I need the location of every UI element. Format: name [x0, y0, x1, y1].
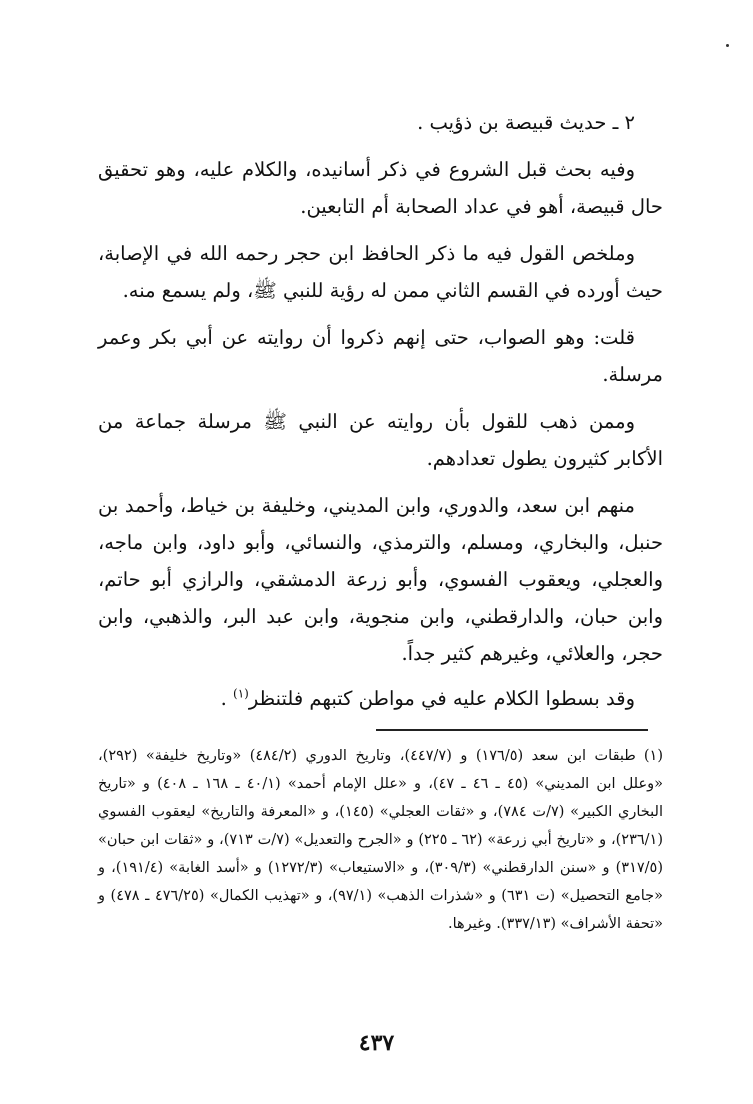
- corner-mark: [726, 44, 729, 47]
- footnote-text: طبقات ابن سعد (١٧٦/٥) و (٤٤٧/٧)، وتاريخ الدوري (٤٨٤/٢) «وتاريخ خليفة» (٢٩٢)، «وعلل ابن المديني» (٤٥ ـ ٤٦ ـ ٤٧)، و «علل الإمام أحمد» (٤٠/١ ـ ١٦٨ ـ ٤٠٨) و «تاريخ البخاري الكبير» (٧/ت ٧٨٤)، و «ثقات العجلي» (١٤٥)، و «المعرفة والتاريخ» ليعقوب الفسوي (٢٣٦/١)، و «تاريخ أبي زرعة» (٦٢ ـ ٢٢٥) و «الجرح والتعديل» (٧/ت ٧١٣)، و «ثقات ابن حبان» (٣١٧/٥) و «سنن الدارقطني» (٣٠٩/٣)، و «الاستيعاب» (١٢٧٢/٣) و «أسد الغابة» (١٩١/٤)، و «جامع التحصيل» (ت ٦٣١) و «شذرات الذهب» (٩٧/١)، و «تهذيب الكمال» (٤٧٦/٢٥ ـ ٤٧٨) و «تحفة الأشراف» (٣٣٧/١٣). وغيرها.: [98, 748, 664, 932]
- paragraph-6: [98, 680, 663, 717]
- main-text: [98, 104, 663, 717]
- footnotes: [98, 742, 663, 938]
- paragraph-5: منهم ابن سعد، والدوري، وابن المديني، وخليفة بن خياط، وأحمد بن حنبل، والبخاري، ومسلم، والترمذي، والنسائي، وأبو داود، وابن ماجه، والعجلي، ويعقوب الفسوي، وأبو زرعة الدمشقي، والرازي أبو حاتم، وابن حبان، والدارقطني، وابن منجوية، وابن عبد البر، والذهبي، وابن حجر، والعلائي، وغيرهم كثير جداً.: [98, 494, 663, 665]
- footnote-number: (١): [643, 748, 663, 764]
- section-heading: ٢ ـ حديث قبيصة بن ذؤيب .: [417, 111, 635, 134]
- paragraph-6-text: وقد بسطوا الكلام عليه في مواطن كتبهم فلتنظر: [248, 687, 635, 710]
- footnote: [98, 742, 663, 938]
- footnote-separator: [376, 729, 648, 731]
- paragraph-6-end: .: [220, 687, 227, 710]
- paragraph-3: قلت: وهو الصواب، حتى إنهم ذكروا أن روايته عن أبي بكر وعمر مرسلة.: [98, 326, 663, 386]
- paragraph-4: وممن ذهب للقول بأن روايته عن النبي ﷺ مرسلة جماعة من الأكابر كثيرون يطول تعدادهم.: [98, 410, 663, 470]
- footnote-reference: (١): [233, 686, 249, 701]
- paragraph-1: وفيه بحث قبل الشروع في ذكر أسانيده، والكلام عليه، وهو تحقيق حال قبيصة، أهو في عداد الصحابة أم التابعين.: [98, 158, 663, 218]
- paragraph-2: وملخص القول فيه ما ذكر الحافظ ابن حجر رحمه الله في الإصابة، حيث أورده في القسم الثاني ممن له رؤية للنبي ﷺ، ولم يسمع منه.: [98, 242, 663, 302]
- page-number: ٤٣٧: [358, 1030, 395, 1056]
